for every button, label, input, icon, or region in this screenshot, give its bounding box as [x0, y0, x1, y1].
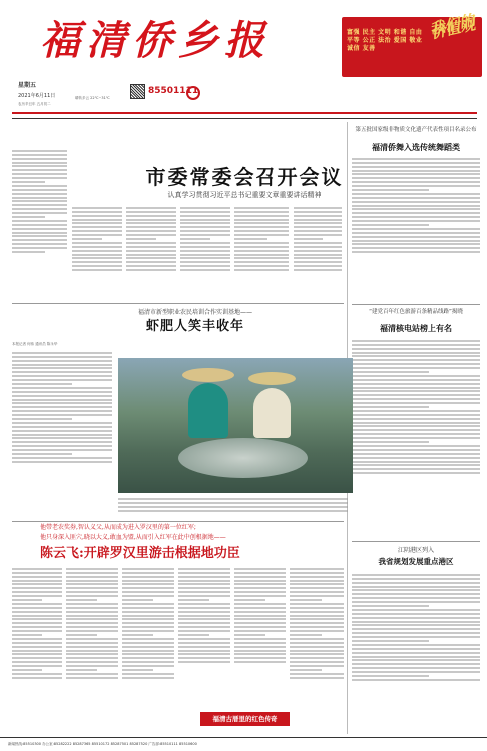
bottom-body-col3	[122, 566, 174, 734]
bottom-kicker-2: 他只身深入匪穴,晓以大义,敢血为盟,从而引入红军在此中创根据地——	[40, 534, 226, 541]
header-logo-icon	[186, 86, 200, 100]
bottom-body-col5	[234, 566, 286, 706]
slogan-brand: 我们的价值观	[428, 11, 477, 43]
bottom-headline: 陈云飞:开辟罗汉里游击根据地功臣	[40, 546, 240, 561]
footer-hotlines: 新闻热线:85510300 办公室:85282222 85287365 85510172 85287501 85287520 广告部:85510111 85510600	[0, 737, 487, 751]
photo-farmer2-hat	[248, 372, 296, 385]
photo-farmer2	[253, 388, 291, 438]
right-story1-headline: 福清侨舞入选传统舞蹈类	[372, 143, 460, 152]
right-story2-kicker: “建党百年红色旅游百条精品线路”揭晓	[369, 309, 463, 315]
bottom-body-col1	[12, 566, 62, 734]
header-phone: 85501111	[148, 86, 199, 96]
slogan-banner	[342, 11, 482, 77]
right-story3-body	[352, 572, 480, 732]
right-story3-kicker: 江阴港区列入	[397, 547, 434, 554]
feature-body-col1	[12, 350, 112, 518]
bottom-banner: 福清古厝里的红色传奇	[200, 712, 290, 726]
lead-body-col2	[72, 205, 122, 300]
right-story3-headline: 我省规划发展重点港区	[378, 557, 454, 566]
right-story2-headline: 福清核电站榜上有名	[380, 324, 452, 333]
photo-farmer1-hat	[182, 368, 234, 382]
lead-body-col3	[126, 205, 176, 300]
feature-byline: 本报记者 何伟 通讯员 陈永华	[12, 342, 58, 346]
feature-kicker: 福清市新型职业农民培训合作实训基地——	[137, 309, 252, 316]
header-weekday: 星期五	[18, 82, 37, 89]
lead-subhead: 认真学习贯彻习近平总书记重要文章重要讲话精神	[167, 191, 322, 199]
header-date: 2021年6月11日	[18, 93, 56, 99]
bottom-body-col2	[66, 566, 118, 734]
bottom-body-col4	[178, 566, 230, 706]
right-story1-body	[352, 156, 480, 301]
photo-farmer1	[188, 383, 228, 438]
lead-headline: 市委常委会召开会议	[145, 165, 344, 189]
feature-body-col2	[118, 496, 348, 518]
header-qr-icon	[130, 84, 145, 99]
lead-body-col4	[180, 205, 230, 300]
header-weather: 晴转多云 22℃~31℃	[75, 96, 110, 100]
masthead-title: 福清侨乡报	[40, 17, 270, 64]
right-story2-body	[352, 338, 480, 538]
feature-headline: 虾肥人笑丰收年	[145, 319, 244, 334]
slogan-words: 富强 民主 文明 和谐 自由 平等 公正 法治 爱国 敬业 诚信 友善	[347, 29, 423, 52]
right-story1-kicker: 第五批国家级非物质文化遗产代表性项目名录公布	[355, 127, 477, 133]
bottom-body-col6	[290, 566, 344, 734]
lead-body-col5	[234, 205, 289, 300]
lead-body-col1	[12, 148, 67, 300]
lead-body-col6	[294, 205, 342, 300]
header-lunar: 农历辛丑年 五月初二	[18, 102, 51, 106]
bottom-kicker-1: 他带老农奖券,智认义父,从而成为进入罗汉里的第一位红军;	[40, 524, 196, 531]
photo-shrimp-net	[178, 438, 308, 478]
feature-photo	[118, 358, 353, 493]
